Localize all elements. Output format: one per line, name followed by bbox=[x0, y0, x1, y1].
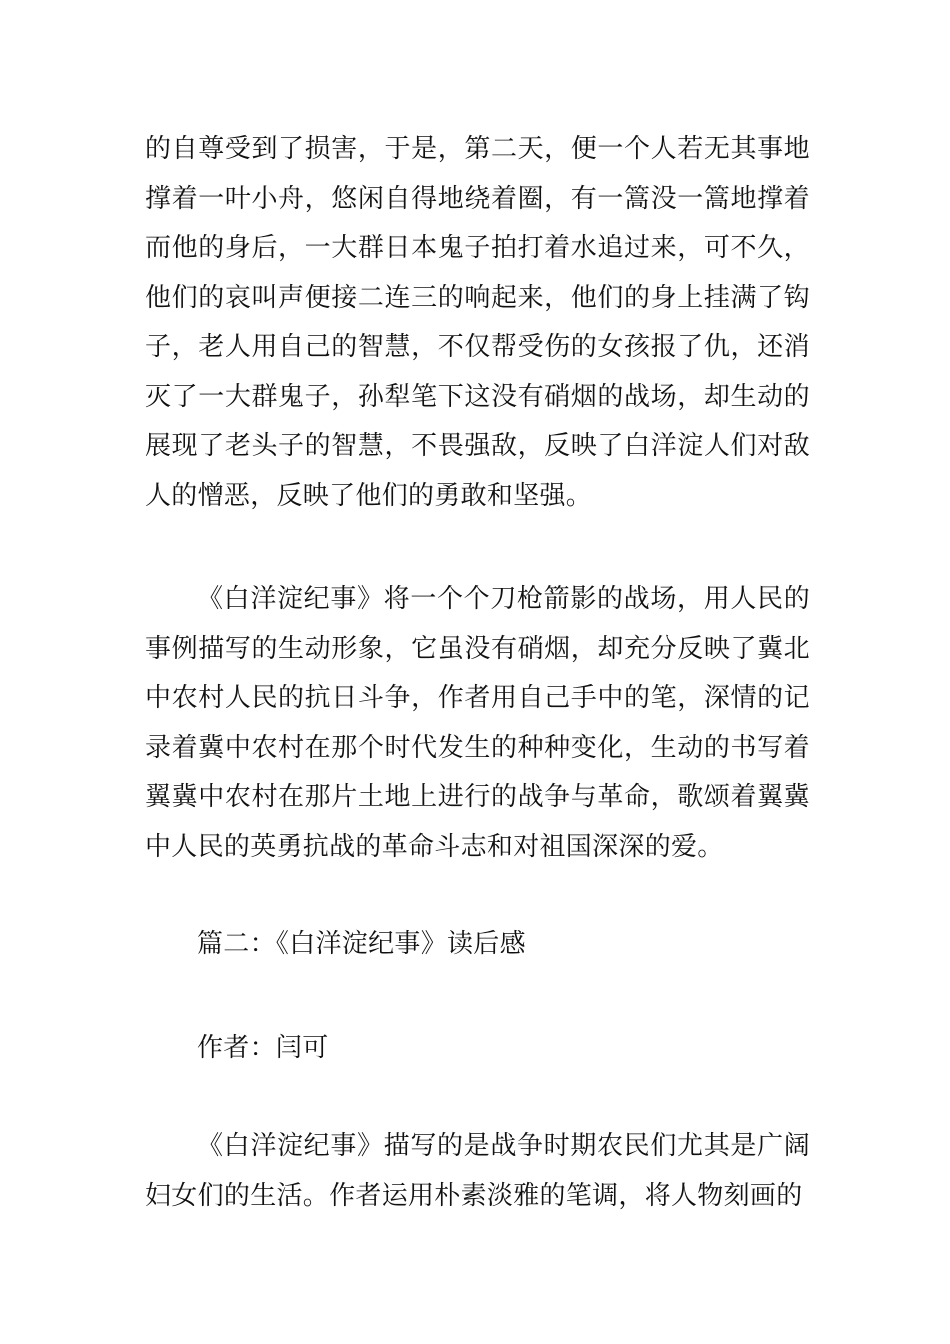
author-line: 作者：闫可 bbox=[197, 1033, 329, 1063]
paragraph-continuation: 的自尊受到了损害，于是，第二天，便一个人若无其事地撑着一叶小舟，悠闲自得地绕着圈，有一篙没一篙地撑着而他的身后，一大群日本鬼子拍打着水追过来，可不久，他们的哀叫声便接二连三的响起来，他们的身上挂满了钩子，老人用自己的智慧，不仅帮受伤的女孩报了仇，还消灭了一大群鬼子，孙犁笔下这没有硝烟的战场，却生动的展现了老头子的智慧，不畏强敌，反映了白洋淀人们对敌人的憎恶，反映了他们的勇敢和坚强。 bbox=[145, 134, 810, 511]
section-heading: 篇二：《白洋淀纪事》读后感 bbox=[197, 929, 526, 959]
paragraph-summary: 《白洋淀纪事》将一个个刀枪箭影的战场，用人民的事例描写的生动形象，它虽没有硝烟，却充分反映了冀北中农村人民的抗日斗争，作者用自己手中的笔，深情的记录着冀中农村在那个时代发生的种种变化，生动的书写着翼冀中农村在那片土地上进行的战争与革命，歌颂着翼冀中人民的英勇抗战的革命斗志和对祖国深深的爱。 bbox=[145, 584, 810, 862]
paragraph-intro: 《白洋淀纪事》描写的是战争时期农民们尤其是广阔妇女们的生活。作者运用朴素淡雅的笔调，将人物刻画的 bbox=[145, 1131, 810, 1211]
